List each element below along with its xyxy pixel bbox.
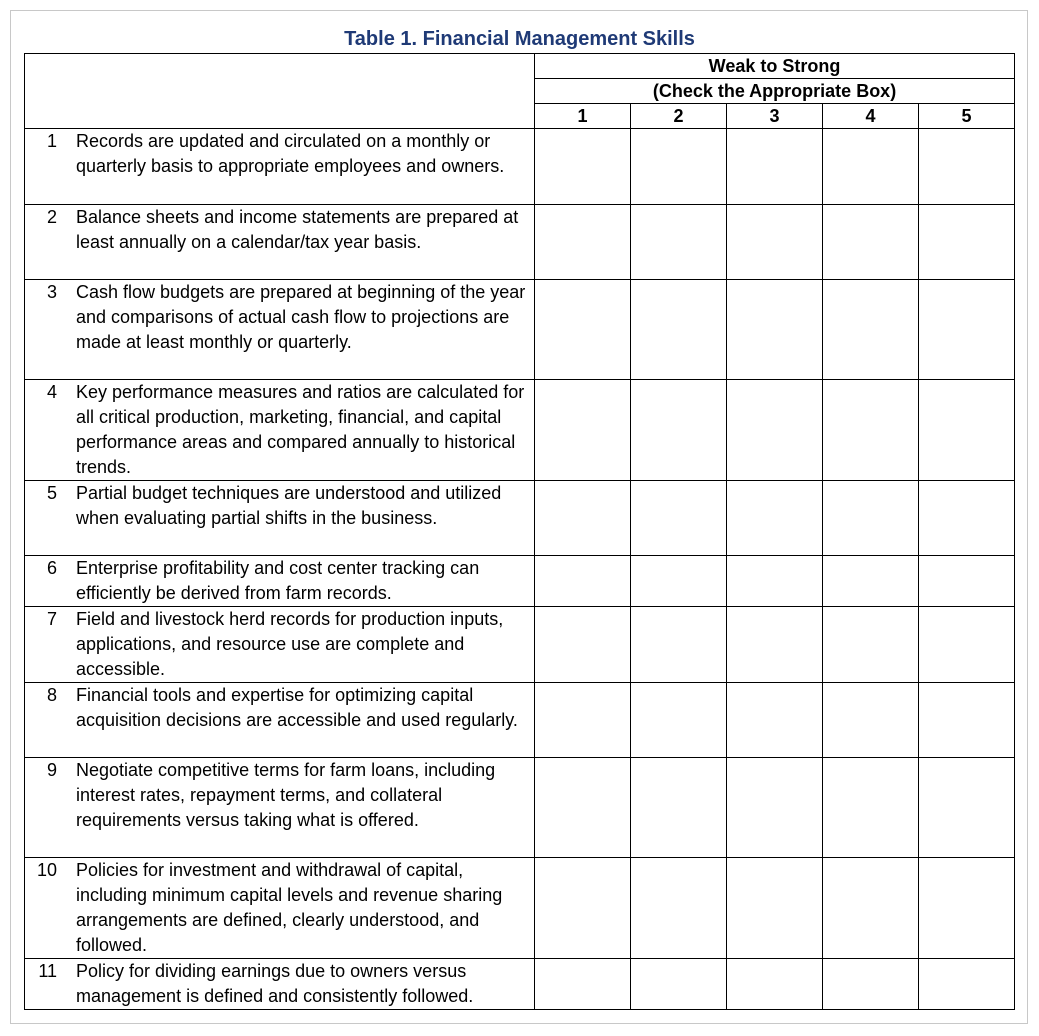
rating-checkbox-1[interactable] <box>535 556 631 607</box>
rating-checkbox-5[interactable] <box>919 481 1015 556</box>
rating-checkbox-3[interactable] <box>727 280 823 380</box>
item-text: Partial budget techniques are understood and utilized when evaluating partial shifts in the business. <box>76 483 502 528</box>
item-cell <box>25 205 535 280</box>
rating-checkbox-1[interactable] <box>535 607 631 683</box>
rating-header-5: 5 <box>919 104 1015 129</box>
rating-checkbox-2[interactable] <box>631 380 727 481</box>
skills-table <box>24 53 1015 1010</box>
rating-checkbox-2[interactable] <box>631 129 727 205</box>
item-number: 11 <box>38 961 57 981</box>
rating-checkbox-4[interactable] <box>823 481 919 556</box>
item-text: Enterprise profitability and cost center tracking can efficiently be derived from farm records. <box>76 558 480 603</box>
rating-checkbox-1[interactable] <box>535 380 631 481</box>
item-text: Policies for investment and withdrawal of capital, including minimum capital levels and revenue sharing arrangements are defined, clearly understood, and followed. <box>76 860 503 955</box>
rating-checkbox-5[interactable] <box>919 758 1015 858</box>
item-text: Records are updated and circulated on a monthly or quarterly basis to appropriate employees and owners. <box>76 131 505 176</box>
item-number: 10 <box>36 860 57 880</box>
rating-checkbox-2[interactable] <box>631 683 727 758</box>
table-row <box>25 380 1015 481</box>
rating-checkbox-2[interactable] <box>631 280 727 380</box>
table-row <box>25 556 1015 607</box>
rating-checkbox-4[interactable] <box>823 556 919 607</box>
rating-checkbox-4[interactable] <box>823 959 919 1010</box>
rating-checkbox-3[interactable] <box>727 380 823 481</box>
rating-checkbox-2[interactable] <box>631 607 727 683</box>
item-cell <box>25 280 535 380</box>
header-blank-cell <box>25 54 535 129</box>
rating-checkbox-4[interactable] <box>823 205 919 280</box>
rating-checkbox-3[interactable] <box>727 129 823 205</box>
item-cell <box>25 556 535 607</box>
item-text: Field and livestock herd records for production inputs, applications, and resource use are complete and accessible. <box>76 609 504 679</box>
rating-checkbox-3[interactable] <box>727 556 823 607</box>
table-row <box>25 481 1015 556</box>
rating-header-4: 4 <box>823 104 919 129</box>
rating-checkbox-4[interactable] <box>823 607 919 683</box>
item-text: Key performance measures and ratios are calculated for all critical production, marketing, financial, and capital performance areas and compared annually to historical trends. <box>76 382 525 477</box>
rating-checkbox-4[interactable] <box>823 280 919 380</box>
rating-checkbox-2[interactable] <box>631 858 727 959</box>
rating-checkbox-3[interactable] <box>727 959 823 1010</box>
rating-checkbox-5[interactable] <box>919 858 1015 959</box>
table-row <box>25 280 1015 380</box>
rating-checkbox-2[interactable] <box>631 959 727 1010</box>
table-row <box>25 607 1015 683</box>
table-row <box>25 959 1015 1010</box>
item-cell <box>25 607 535 683</box>
table-row <box>25 205 1015 280</box>
rating-checkbox-2[interactable] <box>631 205 727 280</box>
table-row <box>25 129 1015 205</box>
table-title: Table 1. Financial Management Skills <box>344 28 695 50</box>
item-number: 7 <box>46 609 57 629</box>
rating-checkbox-5[interactable] <box>919 129 1015 205</box>
rating-checkbox-3[interactable] <box>727 858 823 959</box>
instruction-label: (Check the Appropriate Box) <box>535 79 1015 104</box>
rating-checkbox-5[interactable] <box>919 556 1015 607</box>
item-text: Balance sheets and income statements are prepared at least annually on a calendar/tax year basis. <box>76 207 519 252</box>
item-text: Policy for dividing earnings due to owners versus management is defined and consistently followed. <box>76 961 474 1006</box>
item-cell <box>25 758 535 858</box>
rating-header-3: 3 <box>727 104 823 129</box>
item-number: 5 <box>46 483 57 503</box>
rating-header-2: 2 <box>631 104 727 129</box>
item-number: 6 <box>46 558 57 578</box>
item-cell <box>25 683 535 758</box>
item-number: 9 <box>46 760 57 780</box>
rating-checkbox-1[interactable] <box>535 205 631 280</box>
item-text: Negotiate competitive terms for farm loans, including interest rates, repayment terms, and collateral requirements versus taking what is offered. <box>76 760 496 830</box>
rating-checkbox-2[interactable] <box>631 481 727 556</box>
item-cell <box>25 858 535 959</box>
rating-checkbox-2[interactable] <box>631 556 727 607</box>
rating-header-1: 1 <box>535 104 631 129</box>
rating-checkbox-4[interactable] <box>823 858 919 959</box>
rating-checkbox-5[interactable] <box>919 205 1015 280</box>
rating-checkbox-2[interactable] <box>631 758 727 858</box>
rating-checkbox-4[interactable] <box>823 380 919 481</box>
rating-checkbox-5[interactable] <box>919 959 1015 1010</box>
rating-checkbox-3[interactable] <box>727 683 823 758</box>
rating-checkbox-3[interactable] <box>727 481 823 556</box>
rating-checkbox-1[interactable] <box>535 683 631 758</box>
rating-checkbox-5[interactable] <box>919 380 1015 481</box>
item-number: 8 <box>46 685 57 705</box>
item-text: Financial tools and expertise for optimizing capital acquisition decisions are accessible and used regularly. <box>76 685 518 730</box>
item-cell <box>25 959 535 1010</box>
rating-checkbox-1[interactable] <box>535 481 631 556</box>
rating-checkbox-5[interactable] <box>919 683 1015 758</box>
item-number: 3 <box>46 282 57 302</box>
rating-checkbox-4[interactable] <box>823 129 919 205</box>
rating-checkbox-3[interactable] <box>727 758 823 858</box>
rating-checkbox-3[interactable] <box>727 607 823 683</box>
rating-checkbox-3[interactable] <box>727 205 823 280</box>
rating-checkbox-1[interactable] <box>535 959 631 1010</box>
item-number: 2 <box>46 207 57 227</box>
table-row <box>25 858 1015 959</box>
rating-checkbox-5[interactable] <box>919 280 1015 380</box>
rating-checkbox-1[interactable] <box>535 758 631 858</box>
item-number: 1 <box>46 131 57 151</box>
rating-checkbox-5[interactable] <box>919 607 1015 683</box>
item-text: Cash flow budgets are prepared at beginning of the year and comparisons of actual cash flow to projections are made at least monthly or quarterly. <box>76 282 526 352</box>
header-row-scale <box>25 54 1015 79</box>
item-cell <box>25 481 535 556</box>
item-cell <box>25 380 535 481</box>
scale-label: Weak to Strong <box>535 54 1015 79</box>
rating-checkbox-1[interactable] <box>535 129 631 205</box>
rating-checkbox-1[interactable] <box>535 858 631 959</box>
item-number: 4 <box>46 382 57 402</box>
rating-checkbox-1[interactable] <box>535 280 631 380</box>
rating-checkbox-4[interactable] <box>823 683 919 758</box>
table-row <box>25 758 1015 858</box>
rating-checkbox-4[interactable] <box>823 758 919 858</box>
item-cell <box>25 129 535 205</box>
table-row <box>25 683 1015 758</box>
